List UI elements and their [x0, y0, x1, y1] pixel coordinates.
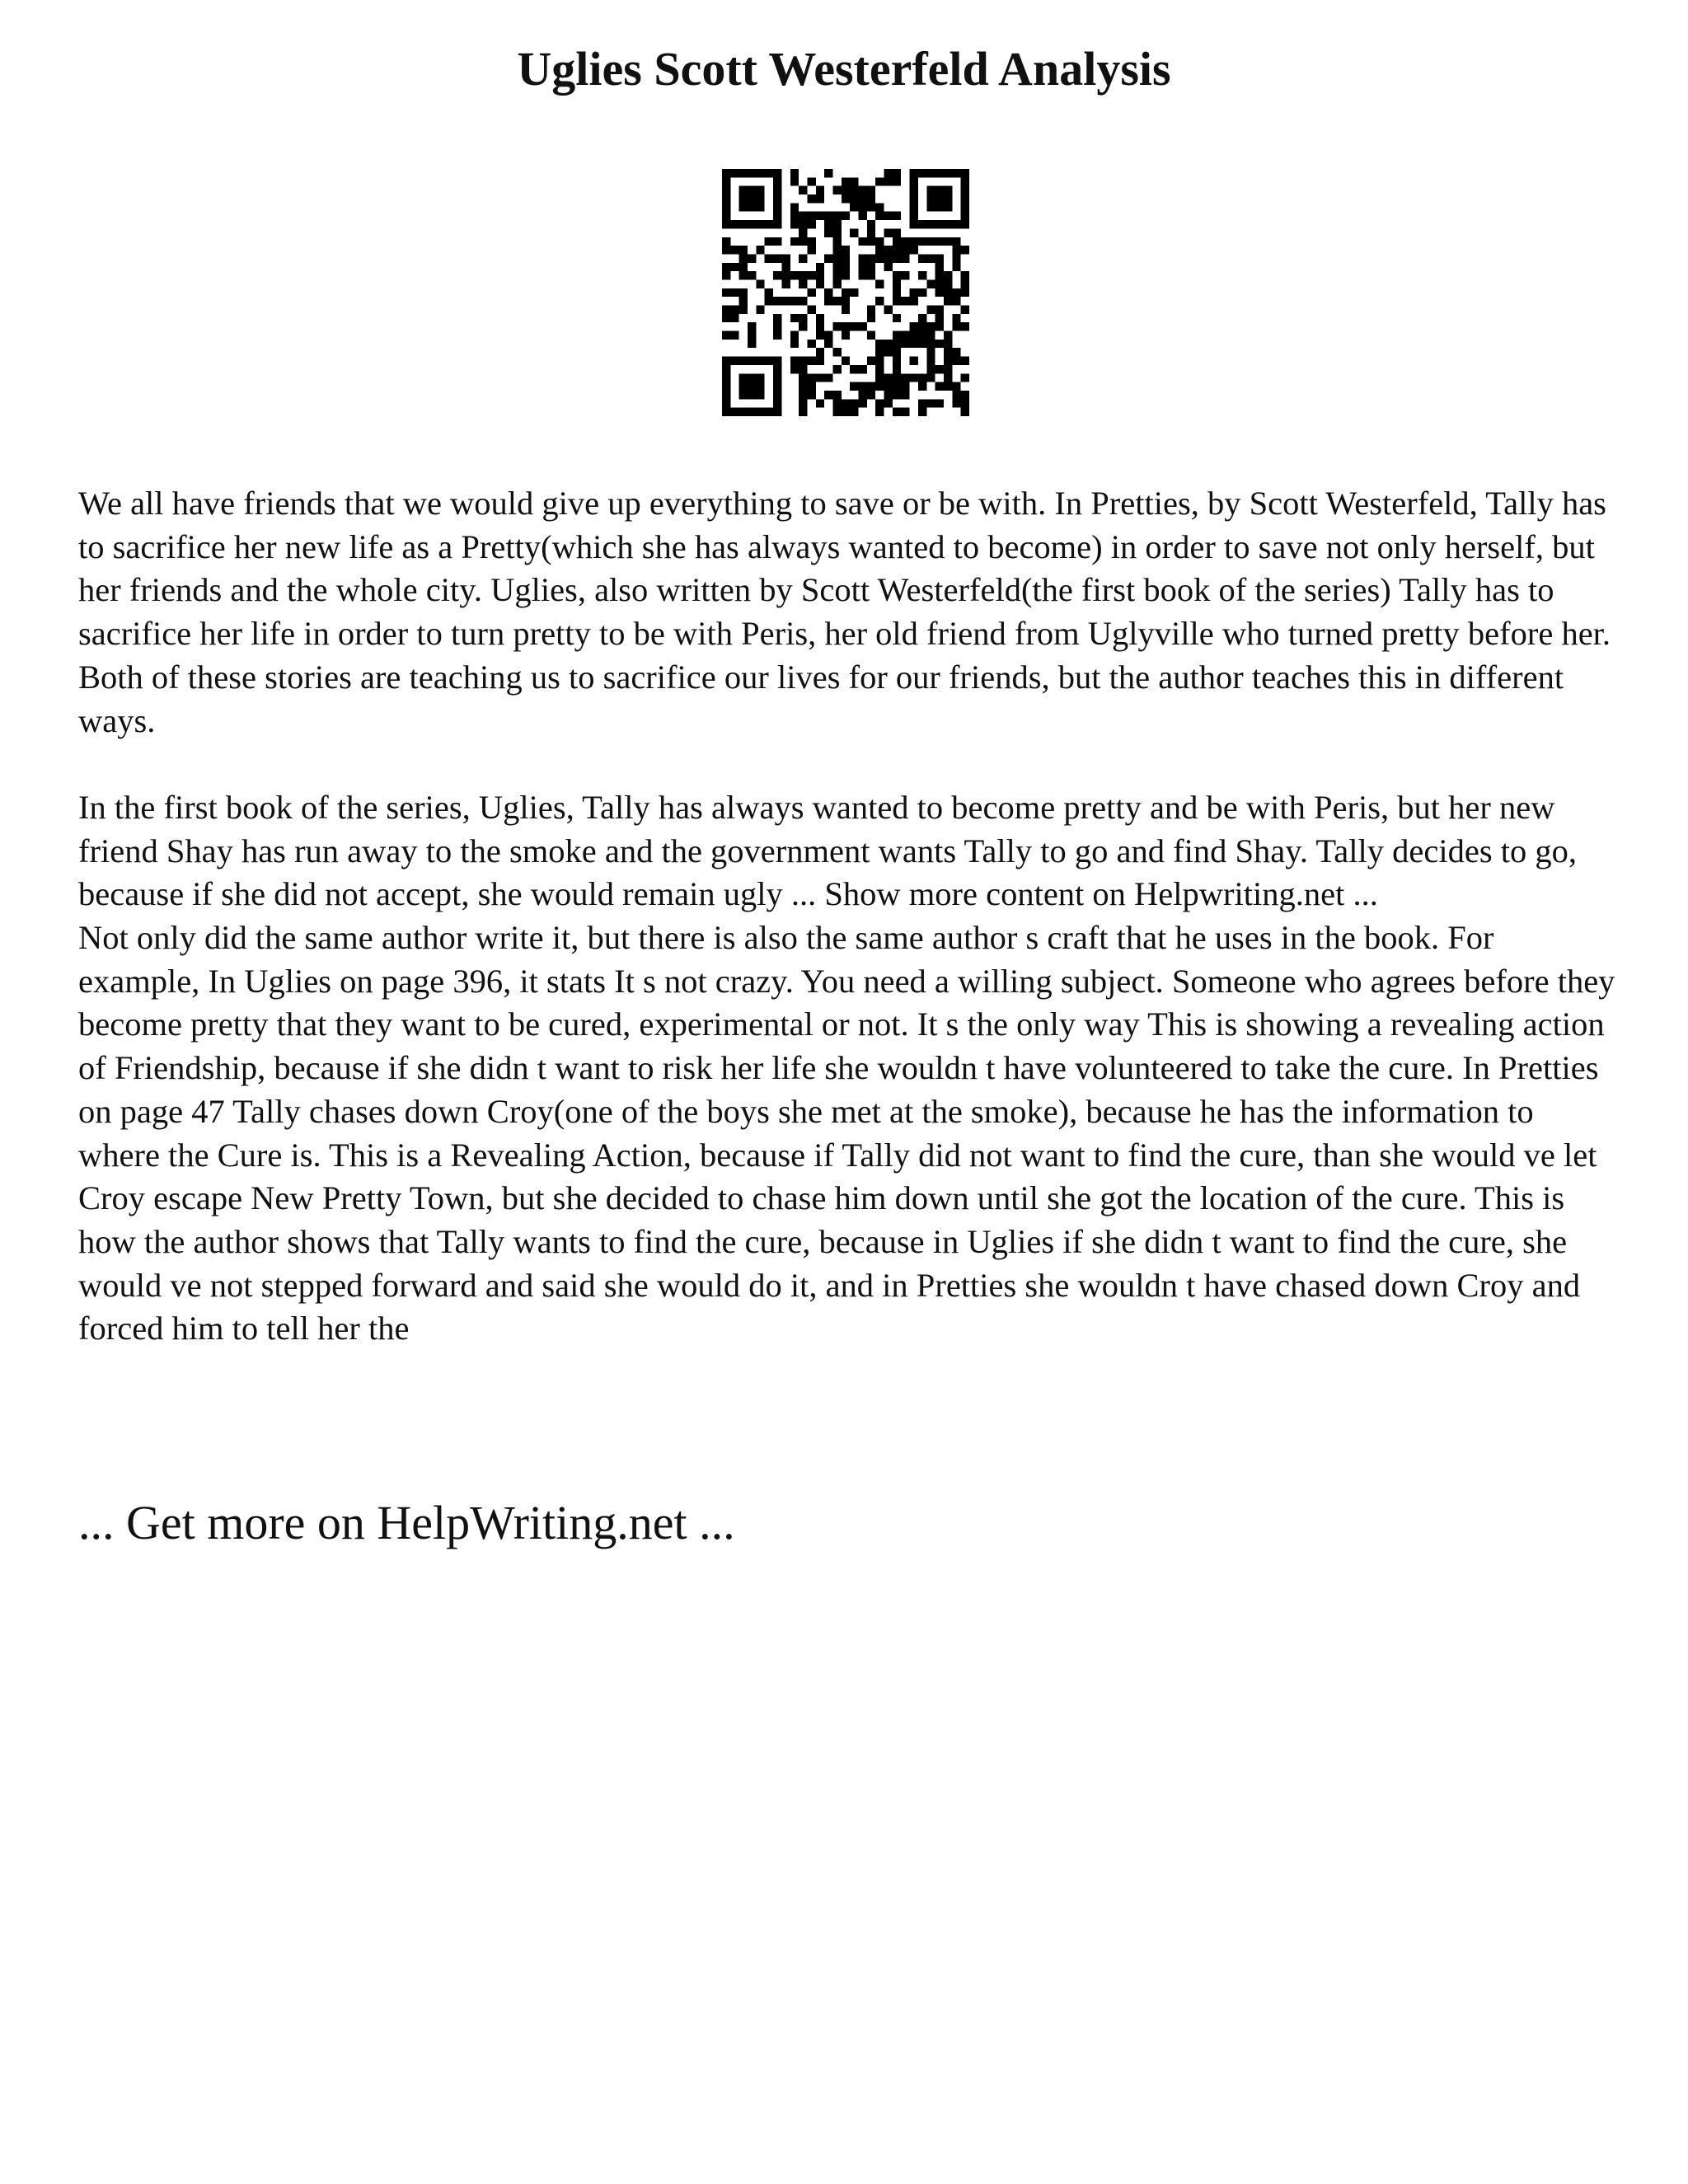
get-more-link[interactable]: ... Get more on HelpWriting.net ...	[78, 1496, 735, 1549]
essay-paragraph-intro: We all have friends that we would give up everything to save or be with. In Pretties, by Scott Westerfeld, Tally has to sacrifice her new life as a Pretty(which she has always wanted to become) in order to save not only herself, but her friends and the whole city. Uglies, also written by Scott Westerfeld(the first book of the series) Tally has to sacrifice her life in order to turn pretty to be with Peris, her old friend from Uglyville who turned pretty before her. Both of these stories are teaching us to sacrifice our lives for our friends, but the author teaches this in different ways.	[78, 485, 1611, 739]
page-title: Uglies Scott Westerfeld Analysis	[517, 42, 1171, 96]
paragraph-spacer	[78, 743, 1620, 786]
essay-body	[78, 482, 1620, 1351]
qr-code-icon	[722, 169, 969, 416]
essay-paragraph-summary: In the first book of the series, Uglies, Tally has always wanted to become pretty and be with Peris, but her new friend Shay has run away to the smoke and the government wants Tally to go and find Shay. Tally decides to go, because if she did not accept, she would remain ugly ... Show more content on Helpwriting.net ...	[78, 788, 1577, 913]
essay-paragraph-analysis: Not only did the same author write it, but there is also the same author s craft that he uses in the book. For example, In Uglies on page 396, it stats It s not crazy. You need a willing subject. Someone who agrees before they become pretty that they want to be cured, experimental or not. It s the only way This is showing a revealing action of Friendship, because if she didn t want to risk her life she wouldn t have volunteered to take the cure. In Pretties on page 47 Tally chases down Croy(one of the boys she met at the smoke), because he has the information to where the Cure is. This is a Revealing Action, because if Tally did not want to find the cure, than she would ve let Croy escape New Pretty Town, but she decided to chase him down until she got the location of the cure. This is how the author shows that Tally wants to find the cure, because in Uglies if she didn t want to find the cure, she would ve not stepped forward and said she would do it, and in Pretties she wouldn t have chased down Croy and forced him to tell her the	[78, 919, 1615, 1347]
